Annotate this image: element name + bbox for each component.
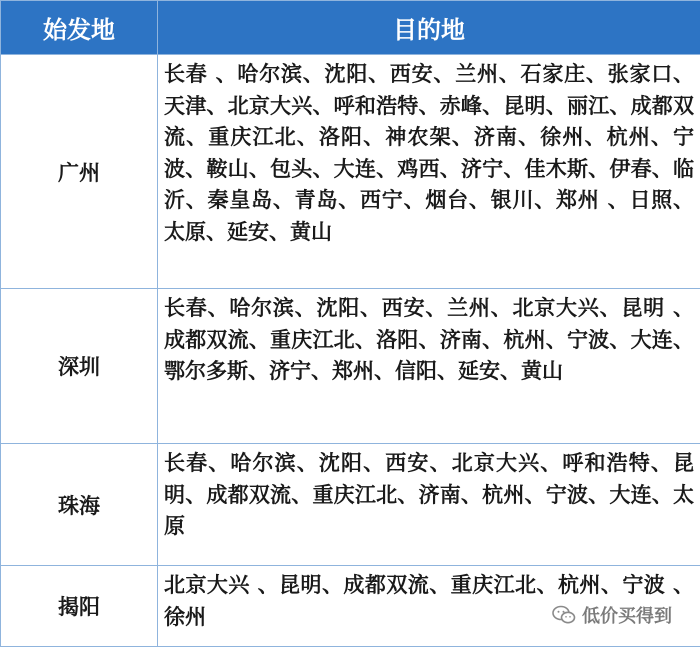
origin-cell: 揭阳	[1, 566, 158, 647]
table-body	[1, 55, 700, 647]
destinations-cell: 长春、哈尔滨、沈阳、西安、兰州、北京大兴、昆明 、成都双流、重庆江北、洛阳、济南、杭州、宁波、大连、鄂尔多斯、济宁、郑州、信阳、延安、黄山	[158, 289, 700, 444]
destinations-cell: 长春 、哈尔滨、沈阳、西安、兰州、石家庄、张家口、天津、北京大兴、呼和浩特、赤峰、昆明、丽江、成都双流、重庆江北、洛阳、神农架、济南、徐州、杭州、宁波、鞍山、包头、大连、鸡西、济宁、佳木斯、伊春、临沂、秦皇岛、青岛、西宁、烟台、银川、郑州 、日照、太原、延安、黄山	[158, 55, 700, 289]
table-row	[1, 444, 700, 566]
table-row	[1, 55, 700, 289]
destinations-cell: 北京大兴 、昆明、成都双流、重庆江北、杭州、宁波 、徐州	[158, 566, 700, 647]
table-header	[1, 1, 700, 55]
table-row	[1, 289, 700, 444]
origin-cell: 深圳	[1, 289, 158, 444]
watermark	[550, 602, 674, 628]
wechat-icon	[552, 605, 576, 625]
origin-cell: 广州	[1, 55, 158, 289]
header-destination: 目的地	[158, 1, 700, 55]
watermark-text: 低价买得到	[582, 602, 672, 628]
destinations-cell: 长春、哈尔滨、沈阳、西安、北京大兴、呼和浩特、昆明、成都双流、重庆江北、济南、杭州、宁波、大连、太原	[158, 444, 700, 566]
origin-cell: 珠海	[1, 444, 158, 566]
header-row	[1, 1, 700, 55]
header-origin: 始发地	[1, 1, 158, 55]
